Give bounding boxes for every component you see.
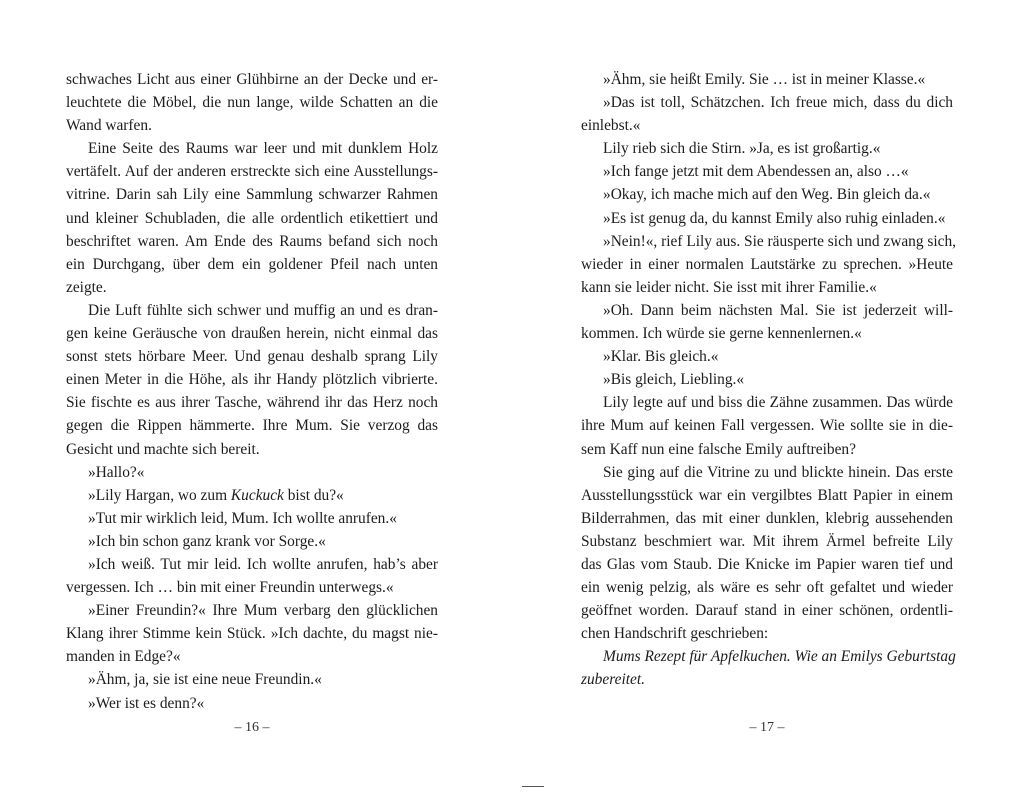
text-line: Wand warfen. (66, 117, 152, 135)
text-line: Sie fischte es aus ihrer Tasche, während ihr das Herz noch (66, 394, 438, 412)
italic-text: Mums Rezept für Apfelkuchen. Wie an Emilys Geburtstag (603, 648, 956, 666)
text-line: »Klar. Bis gleich.« (603, 348, 719, 366)
text-line (66, 484, 438, 507)
text-line: das Glas vom Staub. Die Knicke im Papier waren tief und (581, 555, 953, 573)
text-run: bist du?« (283, 486, 344, 504)
text-line: kann sie leider nicht. Sie isst mit ihrer Familie.« (581, 278, 877, 296)
text-line: kommen. Ich würde sie gerne kennenlernen.« (581, 325, 862, 343)
text-line: »Ähm, sie heißt Emily. Sie … ist in meiner Klasse.« (603, 71, 926, 88)
text-line: »Bis gleich, Liebling.« (603, 371, 745, 389)
left-page-text (66, 68, 438, 715)
text-line: geöffnet worden. Darauf stand in einer schönen, ordentli- (581, 602, 953, 620)
text-line: gen keine Geräusche von draußen herein, nicht einmal das (66, 325, 438, 343)
text-line: Lily legte auf und biss die Zähne zusammen. Das würde (603, 394, 953, 412)
italic-text: zubereitet. (581, 671, 645, 689)
text-line: Klang ihrer Stimme kein Stück. »Ich dachte, du magst nie- (66, 625, 438, 643)
text-line: vertäfelt. Auf der anderen erstreckte sich eine Ausstellungs- (66, 163, 438, 181)
text-line: einlebst.« (581, 117, 641, 135)
text-line (581, 668, 953, 691)
text-line: Eine Seite des Raums war leer und mit dunklem Holz (88, 140, 438, 158)
text-line: »Das ist toll, Schätzchen. Ich freue mich, dass du dich (603, 94, 953, 112)
text-line: schwaches Licht aus einer Glühbirne an der Decke und er- (66, 71, 438, 88)
text-line: ein wenig pelzig, als wäre es sehr oft gefaltet und wieder (581, 579, 953, 597)
text-line: »Oh. Dann beim nächsten Mal. Sie ist jederzeit will- (603, 301, 953, 319)
text-line: »Nein!«, rief Lily aus. Sie räusperte sich und zwang sich, (603, 232, 957, 250)
text-line: sonst stets hörbare Meer. Und genau deshalb sprang Lily (66, 348, 438, 366)
text-line: »Okay, ich mache mich auf den Weg. Bin gleich da.« (603, 186, 931, 204)
text-line: »Ähm, ja, sie ist eine neue Freundin.« (88, 671, 322, 689)
text-line: Substanz beschmiert war. Mit ihrem Ärmel befreite Lily (581, 532, 953, 550)
text-line: wieder in einer normalen Lautstärke zu sprechen. »Heute (581, 255, 953, 273)
text-line: Ausstellungsstück war ein vergilbtes Blatt Papier in einem (581, 486, 953, 504)
text-line: »Wer ist es denn?« (88, 694, 205, 712)
right-page-text (581, 68, 957, 692)
text-run: »Lily Hargan, wo zum (88, 486, 231, 504)
text-line: »Es ist genug da, du kannst Emily also ruhig einladen.« (603, 209, 946, 227)
gutter-mark (522, 786, 544, 787)
text-line: leuchtete die Möbel, die nun lange, wilde Schatten an die (66, 94, 438, 112)
text-line: »Ich weiß. Tut mir leid. Ich wollte anrufen, hab’s aber (88, 555, 438, 573)
text-line: ein Durchgang, über dem ein goldener Pfeil nach unten (66, 255, 438, 273)
text-line: Bilderrahmen, das mit einer dunklen, klebrig aussehenden (581, 509, 953, 527)
text-line: einen Meter in die Höhe, als ihr Handy plötzlich vibrierte. (66, 371, 438, 389)
italic-text: Kuckuck (230, 486, 284, 504)
text-line: manden in Edge?« (66, 648, 181, 666)
text-line: Die Luft fühlte sich schwer und muffig an und es dran- (88, 301, 438, 319)
text-line: »Hallo?« (88, 463, 145, 481)
text-line: chen Handschrift geschrieben: (581, 625, 769, 643)
text-line: »Einer Freundin?« Ihre Mum verbarg den glücklichen (88, 602, 438, 620)
text-line: »Ich fange jetzt mit dem Abendessen an, also …« (603, 163, 909, 181)
text-line: beschriftet waren. Am Ende des Raums befand sich noch (66, 232, 438, 250)
text-line: »Ich bin schon ganz krank vor Sorge.« (88, 532, 326, 550)
text-line: und kleiner Schubladen, die alle ordentlich etikettiert und (66, 209, 438, 227)
text-line: Sie ging auf die Vitrine zu und blickte hinein. Das erste (603, 463, 953, 481)
text-line: sem Kaff nun eine falsche Emily auftreiben? (581, 440, 856, 458)
text-line: gegen die Rippen hämmerte. Ihre Mum. Sie verzog das (66, 417, 438, 435)
text-line: Gesicht und machte sich bereit. (66, 440, 260, 458)
text-line (581, 645, 956, 668)
text-line: ihre Mum auf keinen Fall vergessen. Wie sollte sie in die- (581, 417, 953, 435)
text-line: zeigte. (66, 278, 107, 296)
text-line: Lily rieb sich die Stirn. »Ja, es ist großartig.« (603, 140, 881, 158)
page-number-left: – 16 – (234, 720, 270, 735)
text-line: »Tut mir wirklich leid, Mum. Ich wollte anrufen.« (88, 509, 397, 527)
page-number-right: – 17 – (749, 720, 785, 735)
text-line: vergessen. Ich … bin mit einer Freundin unterwegs.« (66, 579, 394, 597)
text-line: vitrine. Darin sah Lily eine Sammlung schwarzer Rahmen (66, 186, 438, 204)
